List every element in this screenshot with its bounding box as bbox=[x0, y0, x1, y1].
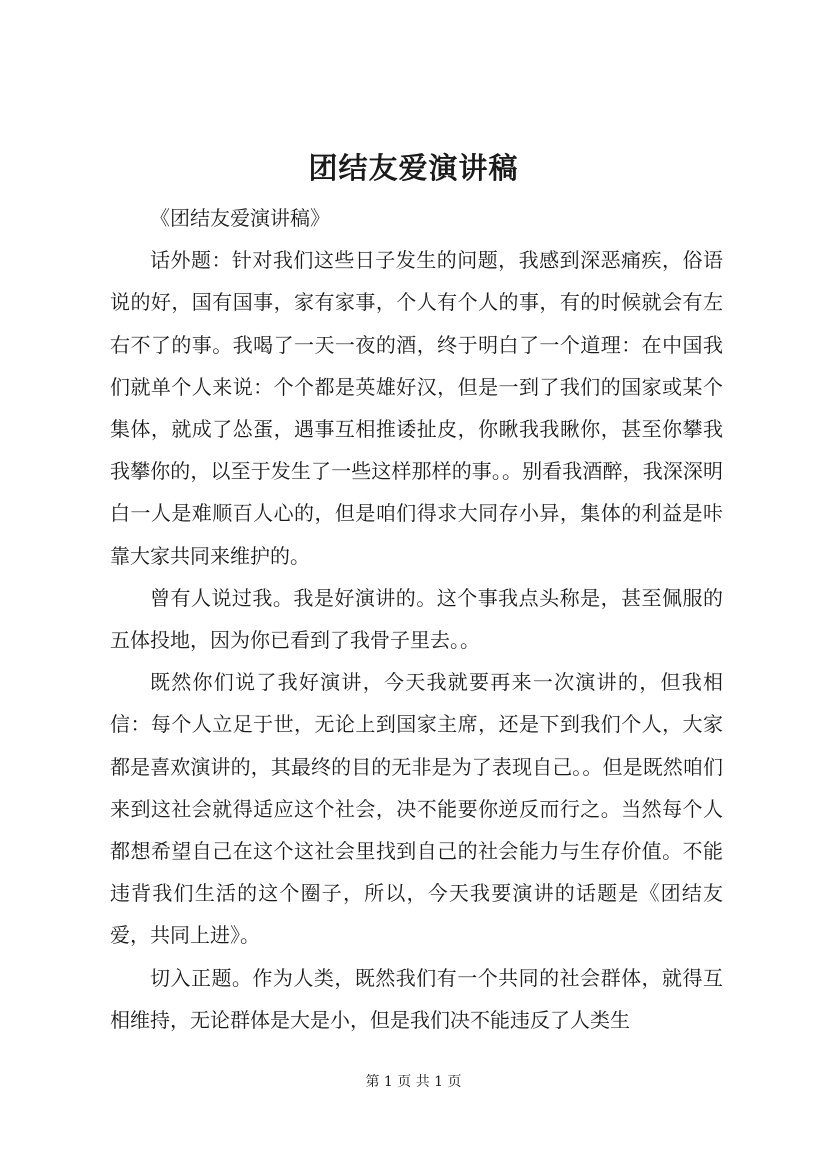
paragraph-subtitle: 《团结友爱演讲稿》 bbox=[150, 206, 330, 230]
paragraph-2: 曾有人说过我。我是好演讲的。这个事我点头称是，甚至佩服的五体投地，因为你已看到了我骨子里去。。 bbox=[110, 585, 723, 653]
document-body bbox=[110, 197, 723, 1041]
paragraph-1: 话外题：针对我们这些日子发生的问题，我感到深恶痛疾，俗语说的好，国有国事，家有家事，个人有个人的事，有的时候就会有左右不了的事。我喝了一天一夜的酒，终于明白了一个道理：在中国我们就单个人来说：个个都是英雄好汉，但是一到了我们的国家或某个集体，就成了怂蛋，遇事互相推诿扯皮，你瞅我我瞅你，甚至你攀我我攀你的，以至于发生了一些这样那样的事。。别看我酒醉，我深深明白一人是难顺百人心的，但是咱们得求大同存小异，集体的利益是咔靠大家共同来维护的。 bbox=[110, 248, 723, 568]
paragraph-3: 既然你们说了我好演讲，今天我就要再来一次演讲的，但我相信：每个人立足于世，无论上到国家主席，还是下到我们个人，大家都是喜欢演讲的，其最终的目的无非是为了表现自己。。但是既然咱们来到这社会就得适应这个社会，决不能要你逆反而行之。当然每个人都想希望自己在这个这社会里找到自己的社会能力与生存价值。不能违背我们生活的这个圈子，所以，今天我要演讲的话题是《团结友爱，共同上进》。 bbox=[110, 670, 723, 948]
page-footer: 第 1 页 共 1 页 bbox=[365, 1074, 462, 1090]
paragraph-4: 切入正题。作为人类，既然我们有一个共同的社会群体，就得互相维持，无论群体是大是小，但是我们决不能违反了人类生 bbox=[110, 965, 723, 1032]
document-title: 团结友爱演讲稿 bbox=[308, 151, 519, 185]
